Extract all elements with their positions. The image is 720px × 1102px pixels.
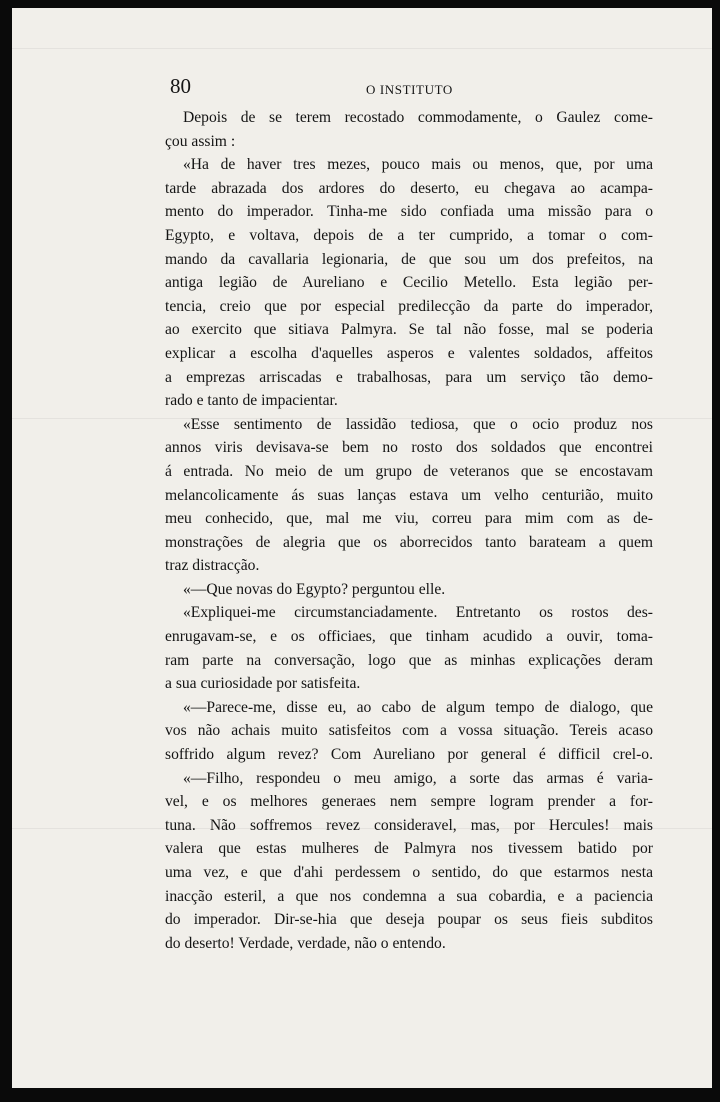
text-line: ram parte na conversação, logo que as minhas explicações deram xyxy=(165,651,653,669)
text-line: annos viris devisava-se bem no rosto dos soldados que encontrei xyxy=(165,439,653,457)
text-line: tuna. Não soffremos revez consideravel, mas, por Hercules! mais xyxy=(165,816,653,834)
text-line: soffrido algum revez? Com Aureliano por general é difficil crel-o. xyxy=(165,746,653,764)
text-line: rado e tanto de impacientar. xyxy=(165,392,338,410)
text-line: Egypto, e voltava, depois de a ter cumprido, a tomar o com- xyxy=(165,226,653,244)
text-line: a emprezas arriscadas e trabalhosas, para um serviço tão demo- xyxy=(165,368,653,386)
page-number: 80 xyxy=(170,74,191,98)
running-title: O INSTITUTO xyxy=(366,82,453,97)
text-line: monstrações de alegria que os aborrecidos tanto barateam a quem xyxy=(165,533,653,551)
text-line: enrugavam-se, e os officiaes, que tinham acudido a ouvir, toma- xyxy=(165,628,653,646)
page-header xyxy=(170,70,660,100)
text-line: vel, e os melhores generaes nem sempre logram prender a for- xyxy=(165,793,653,811)
text-line: a sua curiosidade por satisfeita. xyxy=(165,675,361,693)
text-line: do imperador. Dir-se-hia que deseja poupar os seus fieis subditos xyxy=(165,911,653,929)
text-line: uma vez, e que d'ahi perdessem o sentido, do que estarmos nesta xyxy=(165,864,653,881)
text-line: antiga legião de Aureliano e Cecilio Metello. Esta legião per- xyxy=(165,274,653,292)
text-line: «Esse sentimento de lassidão tediosa, que o ocio produz nos xyxy=(183,415,653,433)
text-line: Depois de se terem recostado commodamente, o Gaulez come- xyxy=(183,109,653,126)
text-line: mento do imperador. Tinha-me sido confiada uma missão para o xyxy=(165,203,653,221)
text-line: mando da cavallaria legionaria, de que sou um dos prefeitos, na xyxy=(165,250,653,268)
text-line: inacção esteril, a que nos condemna a sua cobardia, e a paciencia xyxy=(165,887,653,905)
text-line: tarde abrazada dos ardores do deserto, eu chegava ao acampa- xyxy=(165,179,653,197)
text-line: á entrada. No meio de um grupo de veteranos que se encostavam xyxy=(165,462,653,480)
text-line: «—Parece-me, disse eu, ao cabo de algum tempo de dialogo, que xyxy=(183,698,653,716)
text-line: melancolicamente ás suas lanças estava um velho centurião, muito xyxy=(165,486,653,504)
text-line: «—Filho, respondeu o meu amigo, a sorte das armas é varia- xyxy=(183,769,653,787)
body-text xyxy=(165,106,653,955)
text-line: valera que estas mulheres de Palmyra nos tivessem batido por xyxy=(165,840,653,858)
text-line: ao exercito que sitiava Palmyra. Se tal não fosse, mal se poderia xyxy=(165,321,653,339)
text-line: vos não achais muito satisfeitos com a vossa situação. Tereis acaso xyxy=(165,722,653,740)
text-line: tencia, creio que por especial predilecção da parte do imperador, xyxy=(165,297,653,315)
text-line: explicar a escolha d'aquelles asperos e valentes soldados, affeitos xyxy=(165,344,653,362)
book-page xyxy=(12,8,712,1088)
text-line: «Expliquei-me circumstanciadamente. Entretanto os rostos des- xyxy=(183,604,653,622)
text-line: do deserto! Verdade, verdade, não o entendo. xyxy=(165,934,446,952)
text-line: çou assim : xyxy=(165,132,236,150)
text-line: «Ha de haver tres mezes, pouco mais ou menos, que, por uma xyxy=(183,156,653,174)
text-line: «—Que novas do Egypto? perguntou elle. xyxy=(183,580,446,598)
text-line: traz distracção. xyxy=(165,557,260,575)
text-line: meu conhecido, que, mal me viu, correu para mim com as de- xyxy=(165,510,653,528)
